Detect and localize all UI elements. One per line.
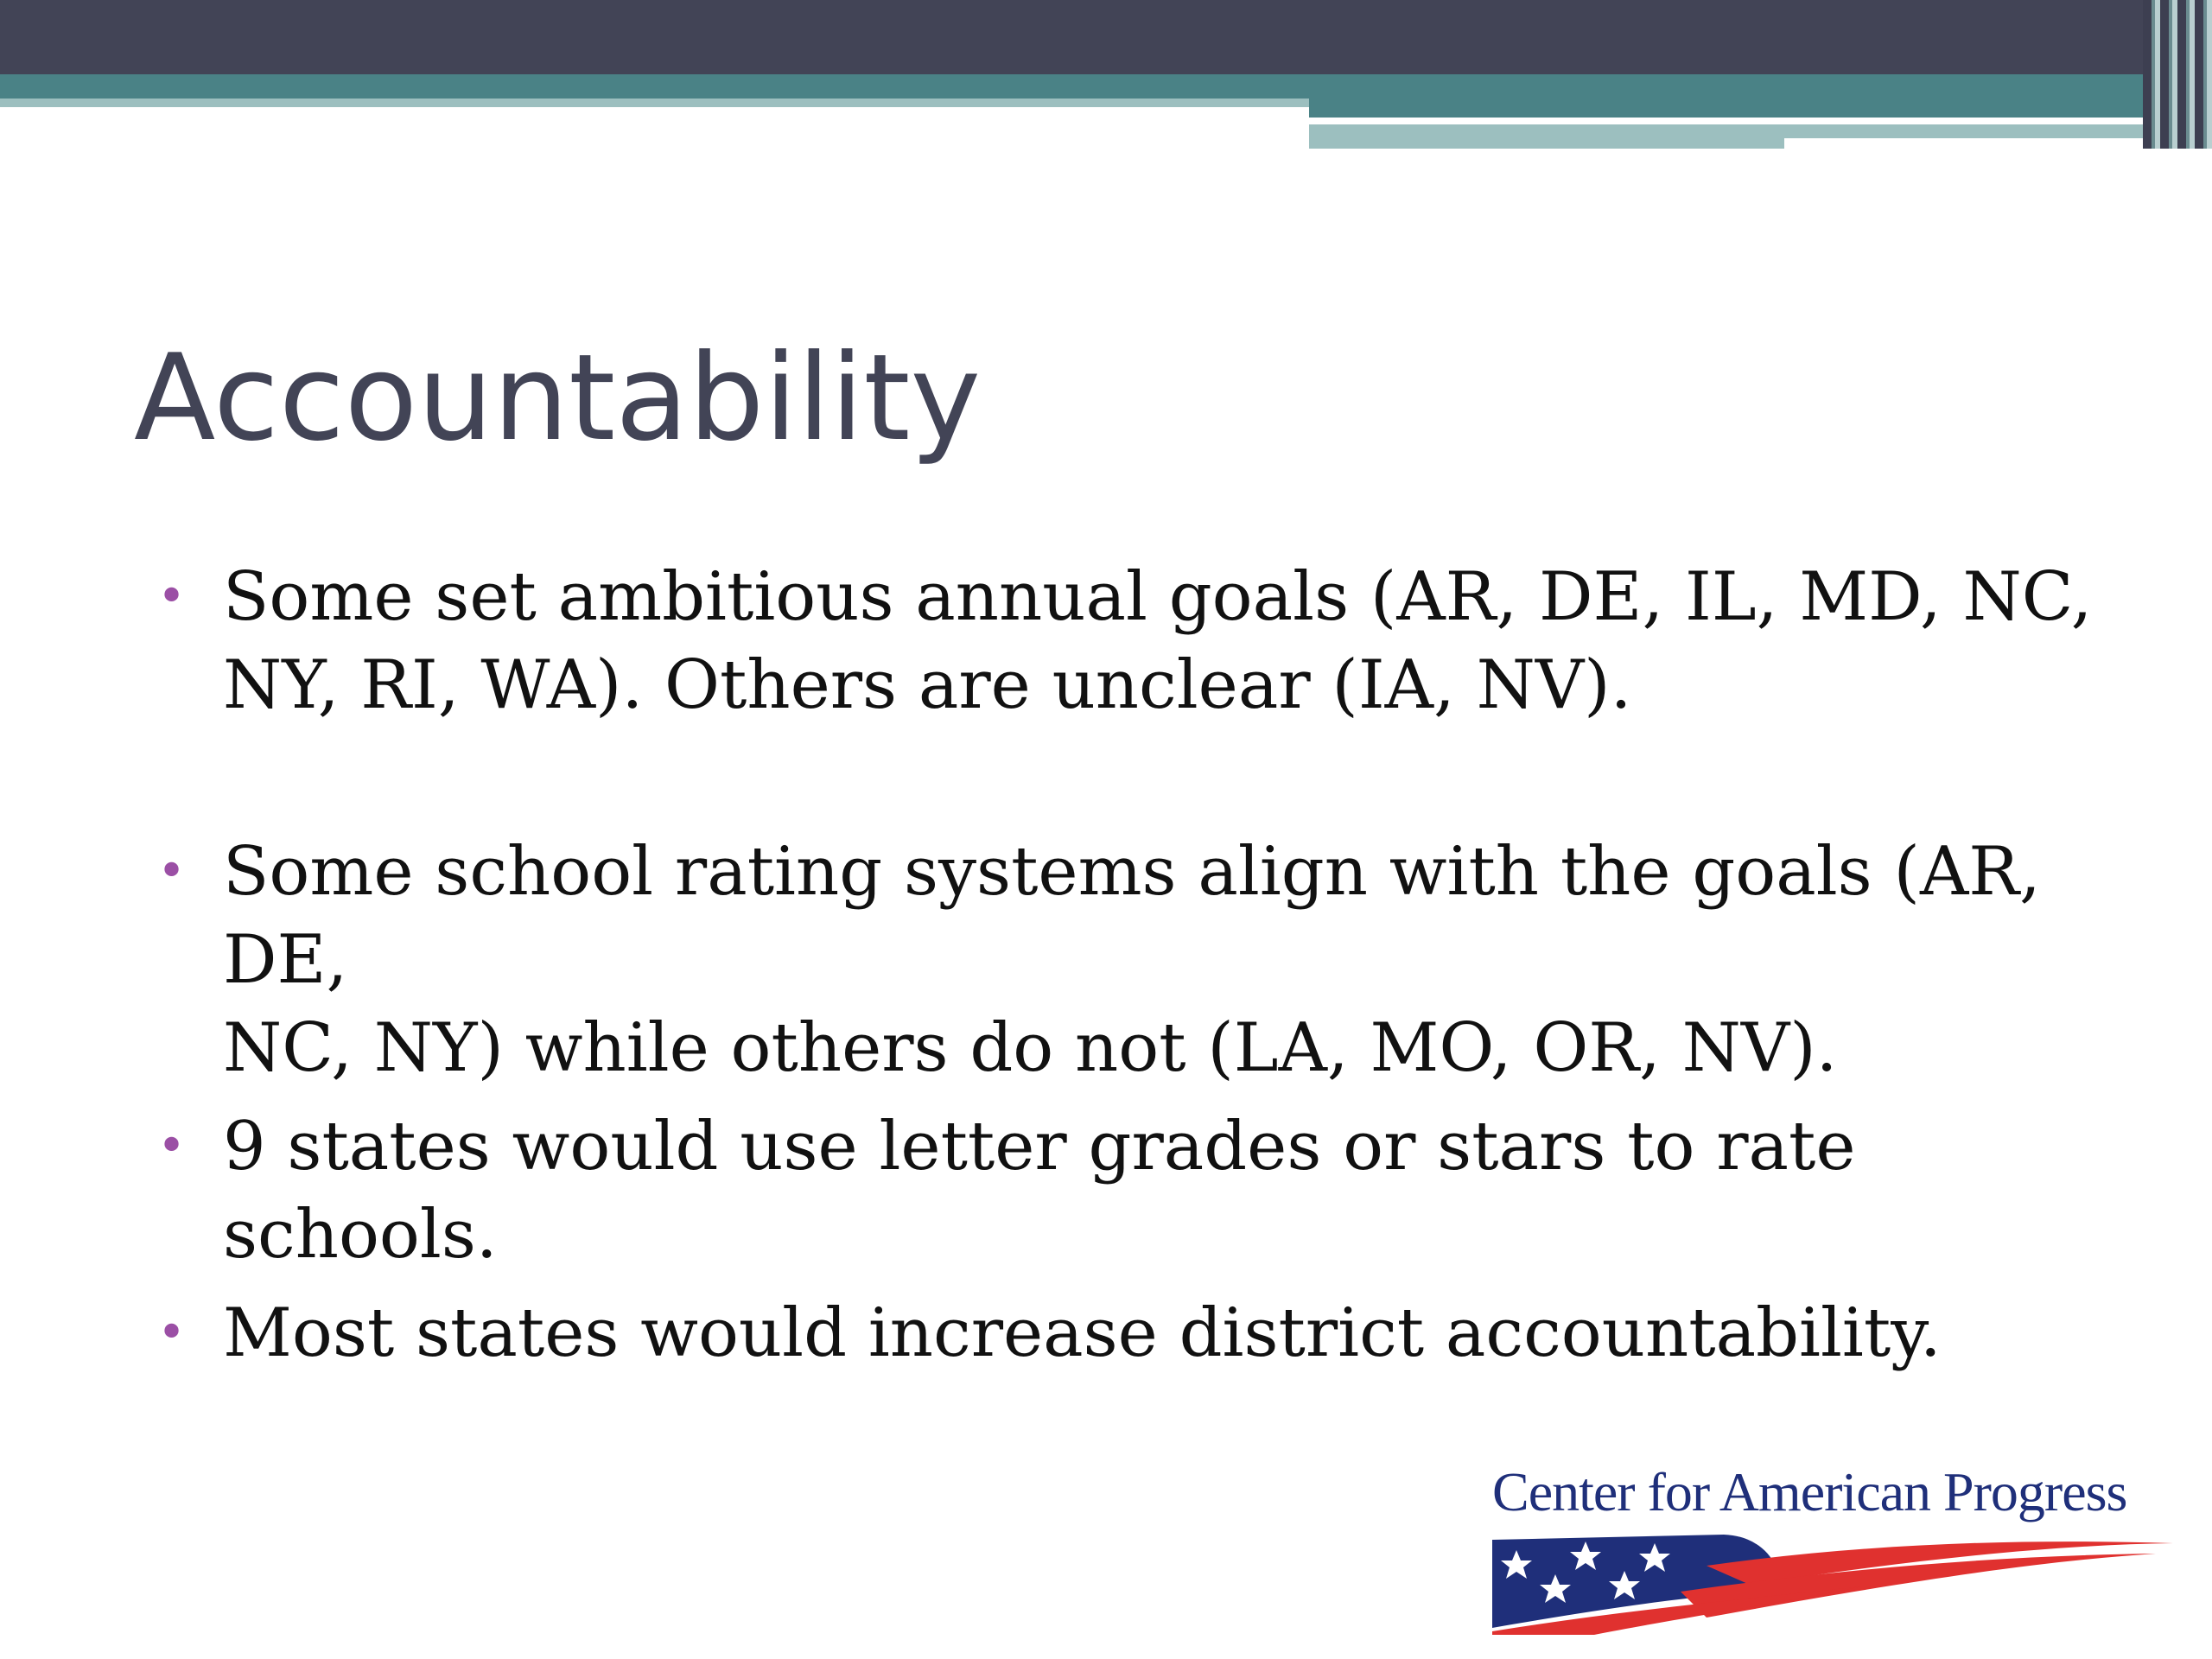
bullet-text: Some school rating systems align with the goals (AR, DE, NC, NY) while others do not (LA, MO, OR, NV).: [223, 833, 2041, 1087]
organization-logo: [1491, 1460, 2190, 1642]
header-teal-bar-right: [1309, 99, 2212, 118]
bullet-item: [156, 1289, 2108, 1377]
bullet-item: [156, 1103, 2108, 1279]
header-white-line: [1309, 118, 2048, 124]
header-teal-bar: [0, 74, 2212, 99]
logo-text: Center for American Progress: [1492, 1461, 2127, 1522]
bullet-item: [156, 553, 2108, 729]
slide-title: Accountability: [134, 328, 982, 467]
bullet-dot-icon: •: [157, 1118, 187, 1174]
header-light-strip-left: [0, 99, 1309, 107]
bullet-text: Most states would increase district accountability.: [223, 1294, 1942, 1372]
bullet-dot-icon: •: [157, 843, 187, 899]
bullet-item: [156, 828, 2108, 1092]
bullet-dot-icon: •: [157, 1305, 187, 1361]
header-edge-stripes: [2143, 0, 2212, 149]
bullet-dot-icon: •: [157, 569, 187, 625]
bullet-text: Some set ambitious annual goals (AR, DE, IL, MD, NC, NY, RI, WA). Others are unclear (IA, NV).: [223, 558, 2093, 724]
bullet-text: 9 states would use letter grades or stars to rate schools.: [223, 1108, 1856, 1274]
header-dark-bar: [0, 0, 2212, 74]
american-flag-icon: [1491, 1531, 2182, 1635]
